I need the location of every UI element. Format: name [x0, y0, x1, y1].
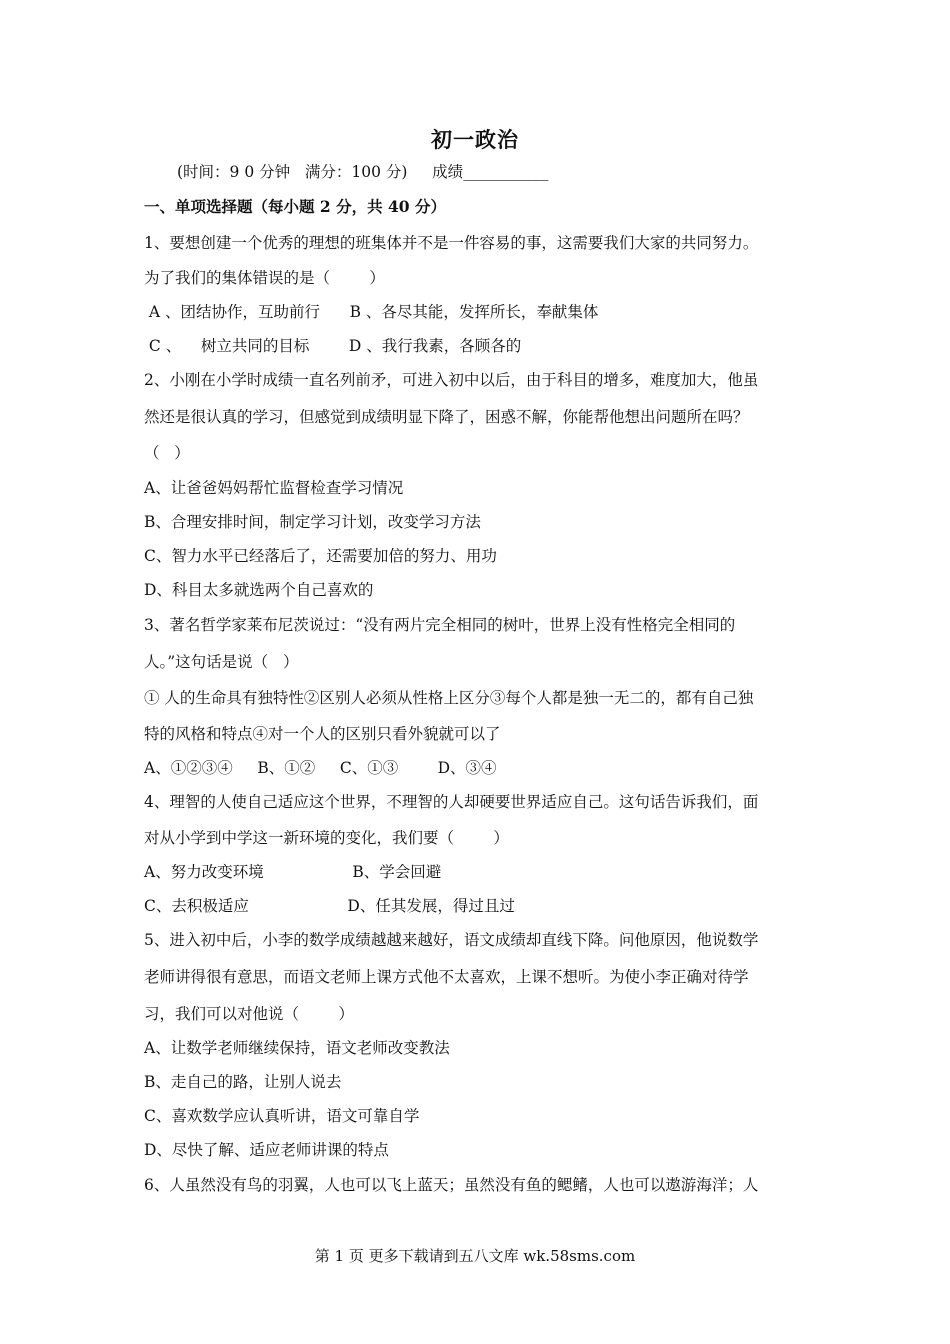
q5-option-c: C、喜欢数学应认真听讲，语文可靠自学: [144, 1107, 420, 1125]
q6-stem-line-1: 6、人虽然没有鸟的羽翼，人也可以飞上蓝天；虽然没有鱼的鳃鳍，人也可以遨游海洋；人: [144, 1176, 759, 1194]
q4-stem-line-2: 对从小学到中学这一新环境的变化，我们要（ ）: [144, 829, 509, 847]
exam-info: (时间：9 0 分钟 满分：100 分) 成绩___________: [177, 163, 549, 181]
q2-option-d: D、科目太多就选两个自己喜欢的: [144, 581, 374, 599]
q3-stem-line-3: ① 人的生命具有独特性②区别人必须从性格上区分③每个人都是独一无二的，都有自己独: [144, 689, 754, 707]
q2-stem-line-1: 2、小刚在小学时成绩一直名列前矛，可进入初中以后，由于科目的增多，难度加大，他虽: [144, 371, 759, 389]
q3-stem-line-4: 特的风格和特点④对一个人的区别只看外貌就可以了: [144, 725, 501, 743]
q2-stem-line-3: （ ）: [144, 444, 190, 462]
q4-options-cd: C、去积极适应 D、任其发展，得过且过: [144, 897, 515, 915]
q5-option-a: A、让数学老师继续保持，语文老师改变教法: [144, 1039, 450, 1057]
q5-stem-line-3: 习，我们可以对他说（ ）: [144, 1005, 354, 1023]
q1-stem-line-1: 1、要想创建一个优秀的理想的班集体并不是一件容易的事，这需要我们大家的共同努力。: [144, 234, 759, 252]
q2-option-c: C、智力水平已经落后了，还需要加倍的努力、用功: [144, 547, 497, 565]
q1-stem-line-2: 为了我们的集体错误的是（ ）: [144, 269, 385, 287]
q1-options-ab: A 、团结协作，互助前行 B 、各尽其能，发挥所长，奉献集体: [144, 303, 599, 321]
q3-stem-line-2: 人。”这句话是说（ ）: [144, 653, 299, 671]
q5-stem-line-1: 5、进入初中后，小李的数学成绩越越来越好，语文成绩却直线下降。问他原因，他说数学: [144, 931, 759, 949]
q2-option-b: B、合理安排时间，制定学习计划，改变学习方法: [144, 513, 481, 531]
page-footer: 第 1 页 更多下载请到五八文库 wk.58sms.com: [314, 1247, 636, 1265]
q4-stem-line-1: 4、理智的人使自己适应这个世界，不理智的人却硬要世界适应自己。这句话告诉我们，面: [144, 793, 759, 811]
q3-options: A、①②③④ B、①② C、①③ D、③④: [144, 759, 497, 777]
q2-stem-line-2: 然还是很认真的学习，但感觉到成绩明显下降了，困惑不解，你能帮他想出问题所在吗？: [144, 408, 749, 426]
q5-option-d: D、尽快了解、适应老师讲课的特点: [144, 1141, 389, 1159]
q3-stem-line-1: 3、著名哲学家莱布尼茨说过：“没有两片完全相同的树叶，世界上没有性格完全相同的: [144, 616, 736, 634]
q1-options-cd: C 、 树立共同的目标 D 、我行我素，各顾各的: [144, 337, 522, 355]
q5-stem-line-2: 老师讲得很有意思，而语文老师上课方式他不太喜欢，上课不想听。为使小李正确对待学: [144, 968, 749, 986]
page-title: 初一政治: [431, 127, 519, 152]
q4-options-ab: A、努力改变环境 B、学会回避: [144, 863, 442, 881]
section-heading: 一、单项选择题（每小题 2 分，共 40 分）: [144, 197, 446, 216]
q2-option-a: A、让爸爸妈妈帮忙监督检查学习情况: [144, 479, 404, 497]
q5-option-b: B、走自己的路，让别人说去: [144, 1073, 342, 1091]
